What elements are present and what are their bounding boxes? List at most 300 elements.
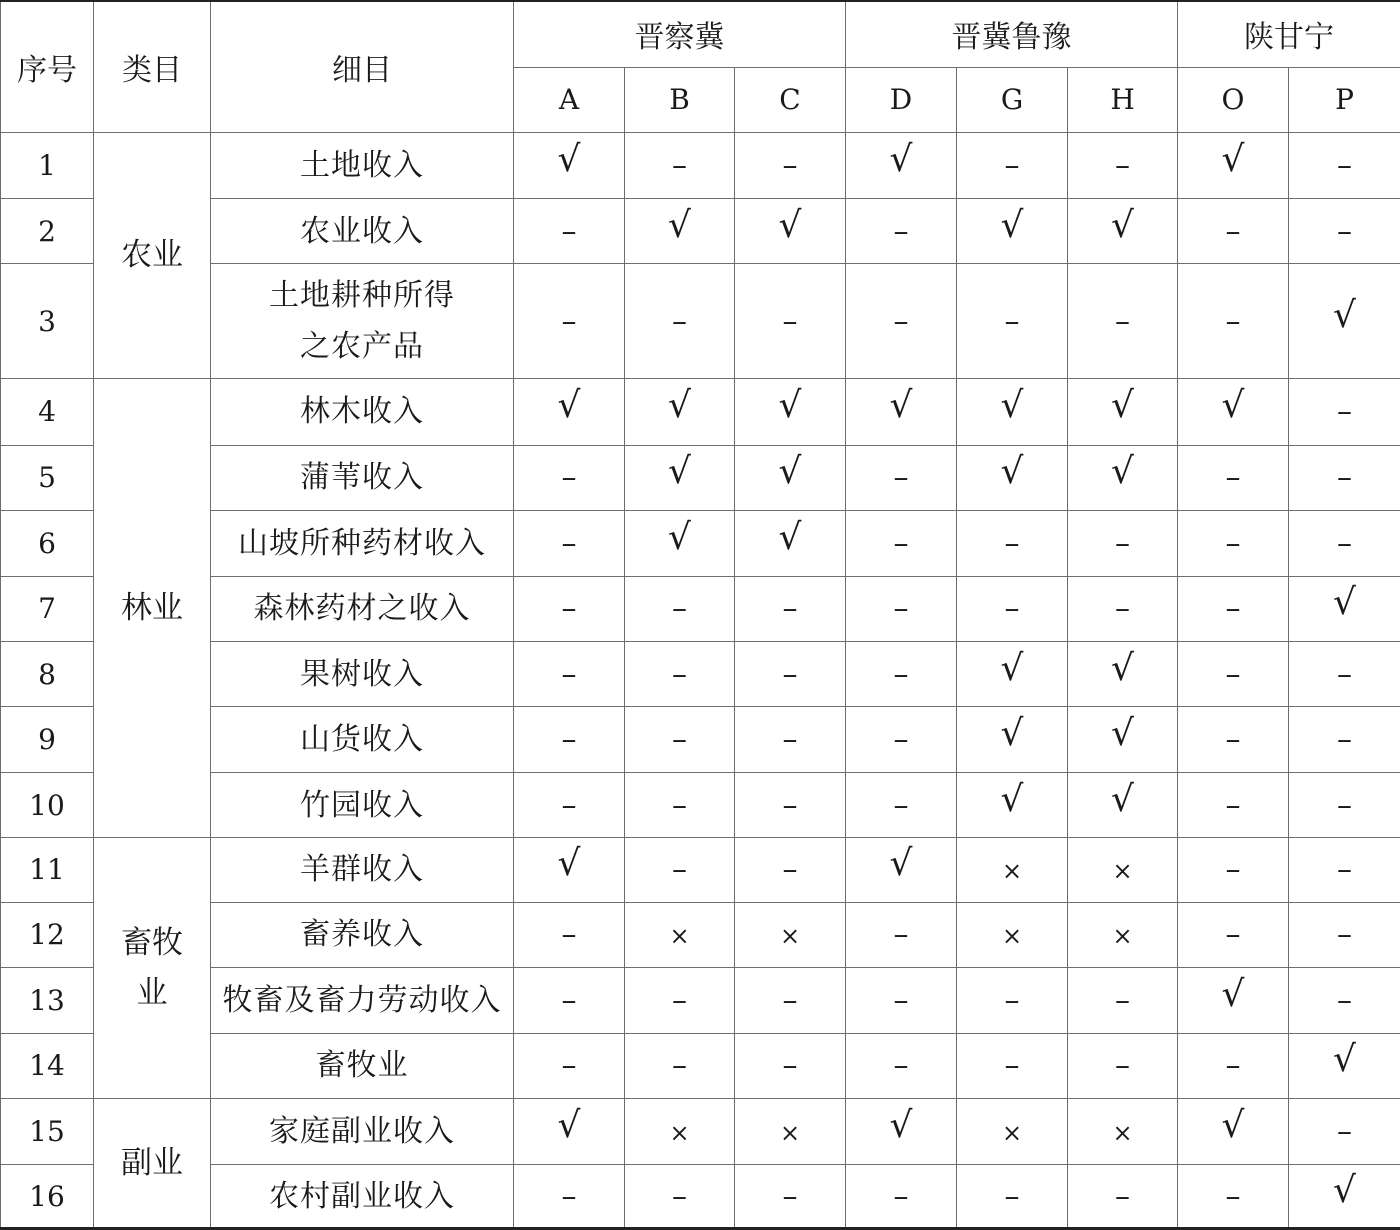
mark-cell xyxy=(625,264,735,379)
table-header xyxy=(1,1,1400,132)
dash-mark: – xyxy=(893,460,909,496)
dash-mark: – xyxy=(561,722,577,758)
dash-mark: – xyxy=(782,147,798,183)
mark-cell xyxy=(735,132,846,198)
mark-cell xyxy=(1068,198,1178,263)
dash-mark: – xyxy=(1004,982,1020,1018)
dash-mark: – xyxy=(893,917,909,953)
mark-cell xyxy=(625,1165,735,1229)
mark-cell xyxy=(957,264,1068,379)
dash-mark: – xyxy=(561,525,577,561)
check-mark: √ xyxy=(1000,451,1024,493)
dash-mark: – xyxy=(1115,525,1131,561)
check-mark: √ xyxy=(1000,778,1024,820)
mark-cell xyxy=(735,445,846,510)
mark-cell xyxy=(1178,838,1289,902)
item-cell: 羊群收入 xyxy=(211,838,514,902)
mark-cell xyxy=(625,132,735,198)
mark-cell xyxy=(1178,641,1289,706)
check-mark: √ xyxy=(557,138,581,180)
dash-mark: – xyxy=(561,656,577,692)
mark-cell xyxy=(1178,1165,1289,1229)
mark-cell xyxy=(1178,576,1289,641)
mark-cell xyxy=(846,198,957,263)
table-row xyxy=(1,1165,1400,1229)
dash-mark: – xyxy=(1337,460,1353,496)
mark-cell xyxy=(1289,576,1400,641)
table-row xyxy=(1,198,1400,263)
check-mark: √ xyxy=(1221,1105,1245,1147)
dash-mark: – xyxy=(1004,1048,1020,1084)
dash-mark: – xyxy=(1337,656,1353,692)
mark-cell xyxy=(625,379,735,445)
dash-mark: – xyxy=(1225,303,1241,339)
item-cell: 畜养收入 xyxy=(211,902,514,967)
table-row xyxy=(1,968,1400,1033)
mark-cell xyxy=(1178,379,1289,445)
mark-cell xyxy=(957,772,1068,837)
cross-mark: × xyxy=(779,922,801,951)
dash-mark: – xyxy=(1337,394,1353,430)
dash-mark: – xyxy=(1225,1048,1241,1084)
mark-cell xyxy=(957,902,1068,967)
row-index: 10 xyxy=(1,772,94,837)
dash-mark: – xyxy=(1004,525,1020,561)
dash-mark: – xyxy=(1337,787,1353,823)
mark-cell xyxy=(846,1033,957,1098)
dash-mark: – xyxy=(1115,982,1131,1018)
check-mark: √ xyxy=(778,451,802,493)
dash-mark: – xyxy=(782,1048,798,1084)
item-cell: 畜牧业 xyxy=(211,1033,514,1098)
mark-cell xyxy=(625,576,735,641)
table-row xyxy=(1,707,1400,772)
dash-mark: – xyxy=(782,982,798,1018)
mark-cell xyxy=(1289,641,1400,706)
mark-cell xyxy=(1178,902,1289,967)
check-mark: √ xyxy=(1221,385,1245,427)
item-cell: 山坡所种药材收入 xyxy=(211,511,514,576)
site-header-h: H xyxy=(1068,67,1178,132)
mark-cell xyxy=(1289,445,1400,510)
dash-mark: – xyxy=(1225,787,1241,823)
item-cell: 森林药材之收入 xyxy=(211,576,514,641)
mark-cell xyxy=(735,379,846,445)
check-mark: √ xyxy=(1221,973,1245,1015)
mark-cell xyxy=(957,1165,1068,1229)
mark-cell xyxy=(1289,968,1400,1033)
mark-cell xyxy=(1068,1033,1178,1098)
dash-mark: – xyxy=(1337,852,1353,888)
category-header: 类目 xyxy=(94,1,211,132)
mark-cell xyxy=(514,132,625,198)
cross-mark: × xyxy=(1001,922,1023,951)
mark-cell xyxy=(1178,132,1289,198)
mark-cell xyxy=(846,132,957,198)
category-cell: 副业 xyxy=(94,1099,211,1229)
item-cell: 牧畜及畜力劳动收入 xyxy=(211,968,514,1033)
row-index: 1 xyxy=(1,132,94,198)
dash-mark: – xyxy=(1115,147,1131,183)
check-mark: √ xyxy=(1111,204,1134,246)
mark-cell xyxy=(1289,838,1400,902)
dash-mark: – xyxy=(561,460,577,496)
mark-cell xyxy=(1289,1033,1400,1098)
mark-cell xyxy=(514,772,625,837)
site-header-a: A xyxy=(514,67,625,132)
mark-cell xyxy=(957,968,1068,1033)
mark-cell xyxy=(514,968,625,1033)
mark-cell xyxy=(514,641,625,706)
mark-cell xyxy=(1178,264,1289,379)
mark-cell xyxy=(1068,1165,1178,1229)
table-row xyxy=(1,772,1400,837)
check-mark: √ xyxy=(668,516,691,558)
mark-cell xyxy=(1289,198,1400,263)
mark-cell xyxy=(735,1099,846,1165)
mark-cell xyxy=(1178,198,1289,263)
mark-cell xyxy=(1068,772,1178,837)
item-cell: 山货收入 xyxy=(211,707,514,772)
mark-cell xyxy=(625,838,735,902)
cross-mark: × xyxy=(1112,857,1133,886)
mark-cell xyxy=(846,379,957,445)
check-mark: √ xyxy=(889,1105,913,1147)
check-mark: √ xyxy=(889,138,913,180)
row-index: 13 xyxy=(1,968,94,1033)
dash-mark: – xyxy=(672,147,687,183)
check-mark: √ xyxy=(1333,582,1356,624)
mark-cell xyxy=(1289,902,1400,967)
mark-cell xyxy=(846,511,957,576)
mark-cell xyxy=(735,838,846,902)
mark-cell xyxy=(846,772,957,837)
check-mark: √ xyxy=(1000,713,1024,755)
mark-cell xyxy=(625,707,735,772)
mark-cell xyxy=(514,264,625,379)
mark-cell xyxy=(625,772,735,837)
table-row xyxy=(1,641,1400,706)
check-mark: √ xyxy=(1111,451,1134,493)
category-cell: 农业 xyxy=(94,132,211,379)
dash-mark: – xyxy=(561,303,577,339)
dash-mark: – xyxy=(1004,147,1020,183)
mark-cell xyxy=(514,1099,625,1165)
dash-mark: – xyxy=(672,982,687,1018)
mark-cell xyxy=(1289,707,1400,772)
mark-cell xyxy=(514,445,625,510)
item-cell: 农业收入 xyxy=(211,198,514,263)
item-cell: 农村副业收入 xyxy=(211,1165,514,1229)
dash-mark: – xyxy=(1225,722,1241,758)
mark-cell xyxy=(1289,379,1400,445)
mark-cell xyxy=(957,641,1068,706)
mark-cell xyxy=(957,838,1068,902)
mark-cell xyxy=(1068,511,1178,576)
item-cell: 蒲苇收入 xyxy=(211,445,514,510)
check-mark: √ xyxy=(778,516,802,558)
mark-cell xyxy=(625,1099,735,1165)
table-row xyxy=(1,132,1400,198)
mark-cell xyxy=(735,198,846,263)
mark-cell xyxy=(846,641,957,706)
row-index: 11 xyxy=(1,838,94,902)
row-index: 14 xyxy=(1,1033,94,1098)
row-index: 7 xyxy=(1,576,94,641)
item-cell: 林木收入 xyxy=(211,379,514,445)
mark-cell xyxy=(846,1099,957,1165)
mark-cell xyxy=(1289,264,1400,379)
check-mark: √ xyxy=(668,385,691,427)
dash-mark: – xyxy=(1225,852,1241,888)
item-header: 细目 xyxy=(211,1,514,132)
mark-cell xyxy=(846,576,957,641)
mark-cell xyxy=(1068,838,1178,902)
cross-mark: × xyxy=(669,922,690,951)
dash-mark: – xyxy=(1337,213,1353,249)
region-header-jinjiluyu: 晋冀鲁豫 xyxy=(846,1,1178,67)
site-header-o: O xyxy=(1178,67,1289,132)
dash-mark: – xyxy=(1337,917,1353,953)
check-mark: √ xyxy=(889,843,913,885)
row-index: 5 xyxy=(1,445,94,510)
dash-mark: – xyxy=(1225,656,1241,692)
mark-cell xyxy=(1289,132,1400,198)
dash-mark: – xyxy=(672,1178,687,1214)
mark-cell xyxy=(1068,379,1178,445)
dash-mark: – xyxy=(893,1048,909,1084)
mark-cell xyxy=(1068,641,1178,706)
mark-cell xyxy=(625,968,735,1033)
dash-mark: – xyxy=(561,982,577,1018)
mark-cell xyxy=(957,132,1068,198)
mark-cell xyxy=(735,511,846,576)
check-mark: √ xyxy=(668,451,691,493)
item-cell: 土地收入 xyxy=(211,132,514,198)
site-header-d: D xyxy=(846,67,957,132)
check-mark: √ xyxy=(1000,204,1024,246)
dash-mark: – xyxy=(561,591,577,627)
mark-cell xyxy=(957,379,1068,445)
dash-mark: – xyxy=(1115,1178,1131,1214)
item-cell: 竹园收入 xyxy=(211,772,514,837)
dash-mark: – xyxy=(893,787,909,823)
mark-cell xyxy=(625,198,735,263)
dash-mark: – xyxy=(782,656,798,692)
mark-cell xyxy=(846,838,957,902)
mark-cell xyxy=(735,1165,846,1229)
mark-cell xyxy=(957,511,1068,576)
mark-cell xyxy=(735,968,846,1033)
dash-mark: – xyxy=(893,525,909,561)
dash-mark: – xyxy=(672,852,687,888)
table-row xyxy=(1,838,1400,902)
site-header-c: C xyxy=(735,67,846,132)
mark-cell xyxy=(1068,1099,1178,1165)
dash-mark: – xyxy=(1225,1178,1241,1214)
dash-mark: – xyxy=(893,591,909,627)
check-mark: √ xyxy=(1333,1169,1356,1211)
mark-cell xyxy=(514,1165,625,1229)
row-index: 16 xyxy=(1,1165,94,1229)
item-cell: 土地耕种所得 之农产品 xyxy=(211,264,514,379)
dash-mark: – xyxy=(561,1048,577,1084)
check-mark: √ xyxy=(557,385,581,427)
table-row xyxy=(1,445,1400,510)
mark-cell xyxy=(625,902,735,967)
check-mark: √ xyxy=(1111,647,1134,689)
mark-cell xyxy=(735,902,846,967)
region-header-shaanganning: 陕甘宁 xyxy=(1178,1,1400,67)
row-index: 2 xyxy=(1,198,94,263)
dash-mark: – xyxy=(782,591,798,627)
mark-cell xyxy=(735,772,846,837)
mark-cell xyxy=(625,1033,735,1098)
mark-cell xyxy=(957,198,1068,263)
mark-cell xyxy=(957,1033,1068,1098)
check-mark: √ xyxy=(1111,713,1134,755)
mark-cell xyxy=(957,1099,1068,1165)
table-row xyxy=(1,902,1400,967)
row-index: 12 xyxy=(1,902,94,967)
dash-mark: – xyxy=(1225,591,1241,627)
mark-cell xyxy=(1289,772,1400,837)
mark-cell xyxy=(957,707,1068,772)
check-mark: √ xyxy=(778,204,802,246)
mark-cell xyxy=(1178,445,1289,510)
site-header-b: B xyxy=(625,67,735,132)
mark-cell xyxy=(846,707,957,772)
item-cell: 果树收入 xyxy=(211,641,514,706)
mark-cell xyxy=(625,641,735,706)
mark-cell xyxy=(1178,707,1289,772)
mark-cell xyxy=(1178,1033,1289,1098)
mark-cell xyxy=(1178,968,1289,1033)
table-body xyxy=(1,132,1400,1229)
table-row xyxy=(1,1099,1400,1165)
dash-mark: – xyxy=(1004,303,1020,339)
dash-mark: – xyxy=(1225,213,1241,249)
dash-mark: – xyxy=(561,1178,577,1214)
table-row xyxy=(1,264,1400,379)
mark-cell xyxy=(846,902,957,967)
check-mark: √ xyxy=(889,385,913,427)
mark-cell xyxy=(735,707,846,772)
mark-cell xyxy=(1068,968,1178,1033)
dash-mark: – xyxy=(561,917,577,953)
dash-mark: – xyxy=(782,1178,798,1214)
dash-mark: – xyxy=(1337,1114,1353,1150)
mark-cell xyxy=(846,445,957,510)
dash-mark: – xyxy=(672,303,687,339)
dash-mark: – xyxy=(893,213,909,249)
index-header: 序号 xyxy=(1,1,94,132)
dash-mark: – xyxy=(893,1178,909,1214)
table-row xyxy=(1,576,1400,641)
row-index: 6 xyxy=(1,511,94,576)
mark-cell xyxy=(514,1033,625,1098)
mark-cell xyxy=(735,1033,846,1098)
mark-cell xyxy=(1178,772,1289,837)
mark-cell xyxy=(957,445,1068,510)
mark-cell xyxy=(1068,707,1178,772)
table-row xyxy=(1,1033,1400,1098)
mark-cell xyxy=(514,902,625,967)
row-index: 4 xyxy=(1,379,94,445)
cross-mark: × xyxy=(1112,1119,1133,1148)
dash-mark: – xyxy=(672,656,687,692)
mark-cell xyxy=(1068,902,1178,967)
dash-mark: – xyxy=(782,303,798,339)
dash-mark: – xyxy=(1225,525,1241,561)
dash-mark: – xyxy=(1115,1048,1131,1084)
dash-mark: – xyxy=(893,656,909,692)
dash-mark: – xyxy=(1004,1178,1020,1214)
mark-cell xyxy=(1068,576,1178,641)
mark-cell xyxy=(1068,445,1178,510)
item-cell: 家庭副业收入 xyxy=(211,1099,514,1165)
mark-cell xyxy=(514,511,625,576)
dash-mark: – xyxy=(1225,917,1241,953)
dash-mark: – xyxy=(893,303,909,339)
mark-cell xyxy=(1178,1099,1289,1165)
category-cell: 畜牧 业 xyxy=(94,838,211,1099)
site-header-p: P xyxy=(1289,67,1400,132)
check-mark: √ xyxy=(1221,138,1245,180)
check-mark: √ xyxy=(557,1105,581,1147)
dash-mark: – xyxy=(782,787,798,823)
mark-cell xyxy=(1178,511,1289,576)
dash-mark: – xyxy=(672,591,687,627)
table-row xyxy=(1,511,1400,576)
dash-mark: – xyxy=(1337,722,1353,758)
mark-cell xyxy=(735,641,846,706)
mark-cell xyxy=(735,264,846,379)
row-index: 9 xyxy=(1,707,94,772)
dash-mark: – xyxy=(672,722,687,758)
cross-mark: × xyxy=(1112,922,1133,951)
check-mark: √ xyxy=(1000,385,1024,427)
dash-mark: – xyxy=(561,787,577,823)
table-row xyxy=(1,379,1400,445)
check-mark: √ xyxy=(668,204,691,246)
dash-mark: – xyxy=(561,213,577,249)
dash-mark: – xyxy=(672,787,687,823)
dash-mark: – xyxy=(1004,591,1020,627)
dash-mark: – xyxy=(1337,525,1353,561)
dash-mark: – xyxy=(782,852,798,888)
mark-cell xyxy=(957,576,1068,641)
site-header-g: G xyxy=(957,67,1068,132)
check-mark: √ xyxy=(1333,294,1356,336)
mark-cell xyxy=(625,445,735,510)
mark-cell xyxy=(1068,264,1178,379)
mark-cell xyxy=(625,511,735,576)
dash-mark: – xyxy=(1115,303,1131,339)
mark-cell xyxy=(514,576,625,641)
dash-mark: – xyxy=(1115,591,1131,627)
mark-cell xyxy=(1289,1099,1400,1165)
check-mark: √ xyxy=(1000,647,1024,689)
category-cell: 林业 xyxy=(94,379,211,838)
check-mark: √ xyxy=(1111,778,1134,820)
row-index: 15 xyxy=(1,1099,94,1165)
mark-cell xyxy=(1068,132,1178,198)
mark-cell xyxy=(1289,1165,1400,1229)
row-index: 3 xyxy=(1,264,94,379)
region-header-jinchaji: 晋察冀 xyxy=(514,1,846,67)
mark-cell xyxy=(846,1165,957,1229)
